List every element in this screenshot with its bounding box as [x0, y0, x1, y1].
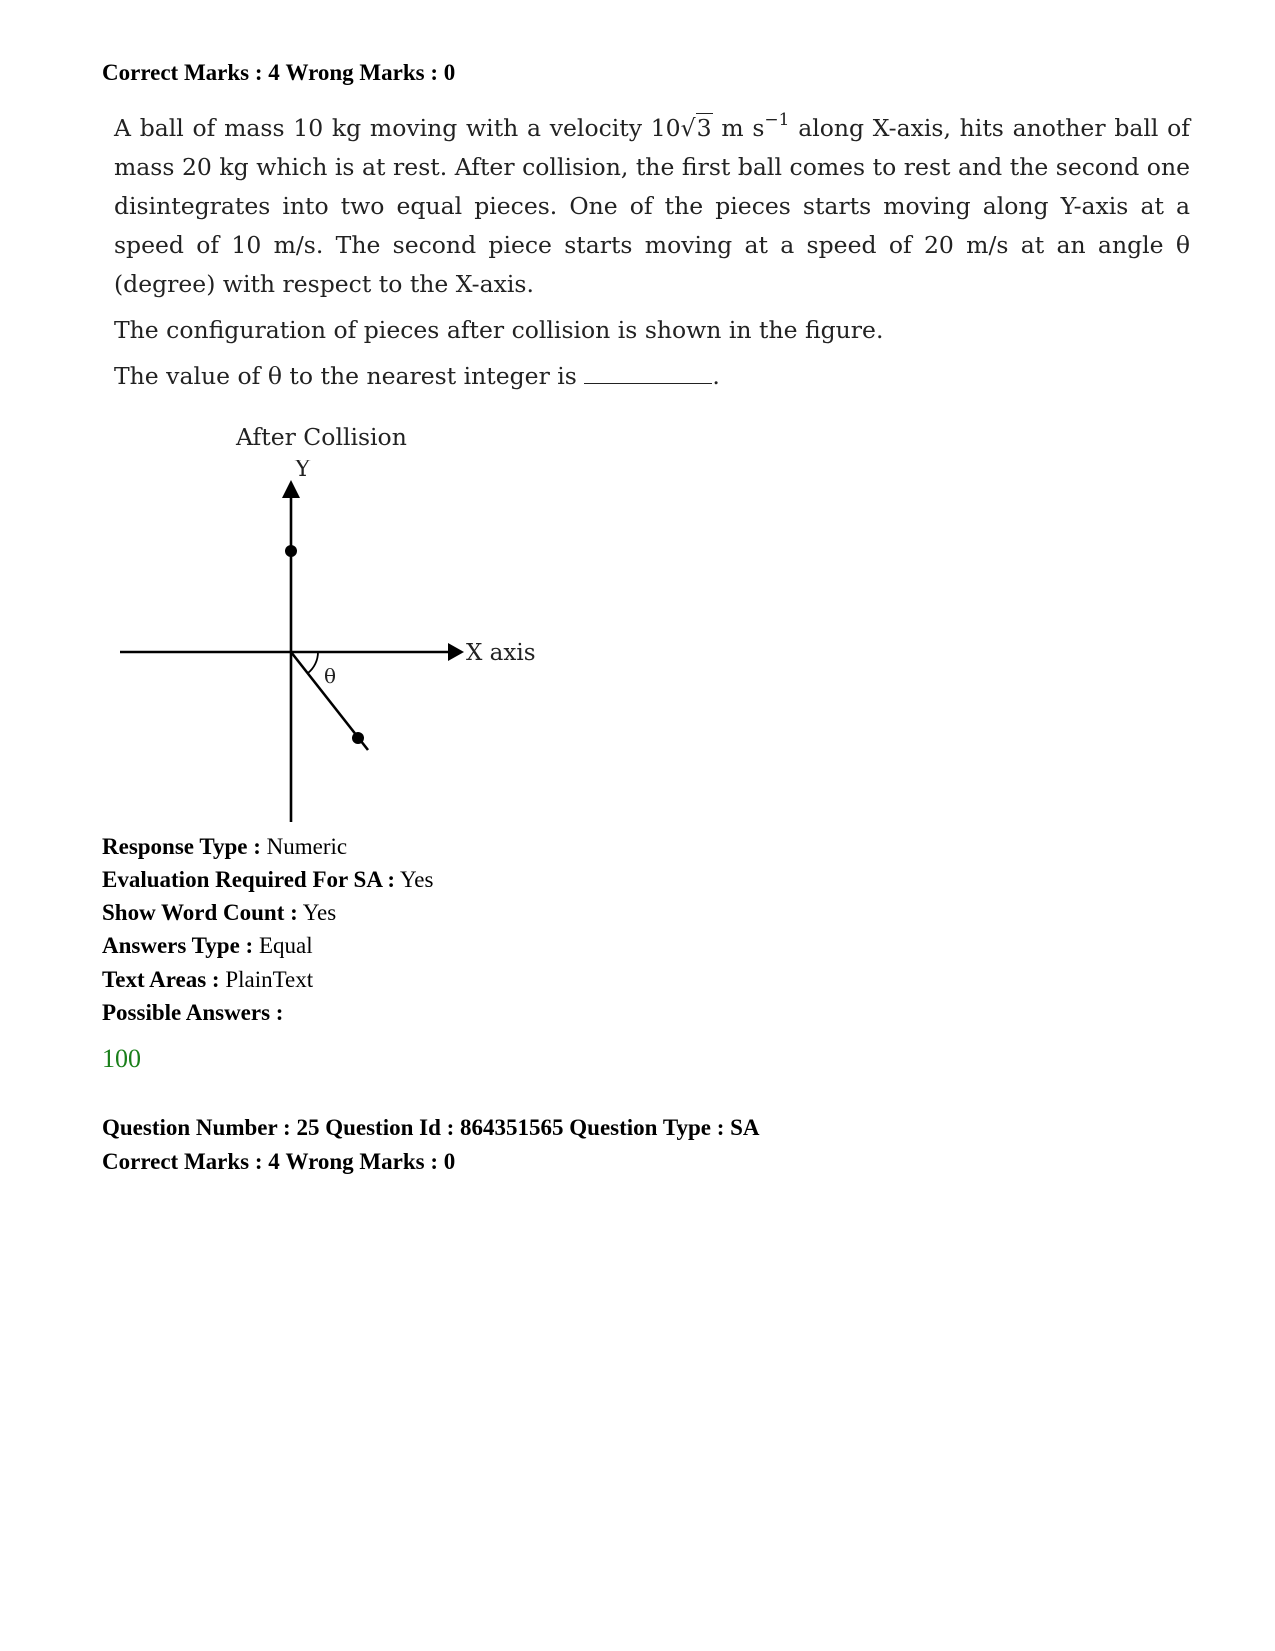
velocity-expression [650, 110, 790, 142]
question-text-part-a: A ball of mass 10 kg moving with a velocity [114, 114, 651, 142]
velocity-exponent: −1 [764, 110, 790, 130]
response-type-line [102, 833, 347, 861]
text-areas-label: Text Areas : [102, 967, 220, 992]
evaluation-line [102, 866, 433, 894]
next-correct-marks-value: 4 [268, 1149, 280, 1174]
next-wrong-marks-label: Wrong Marks : [285, 1149, 439, 1174]
question-text [114, 101, 1190, 396]
question-prompt: The value of θ to the nearest integer is [114, 362, 585, 390]
wrong-marks-value: 0 [443, 60, 456, 85]
angle-arc [308, 652, 318, 673]
next-wrong-marks-value: 0 [443, 1149, 456, 1174]
next-marks-line [102, 1148, 455, 1176]
answers-type-line [102, 932, 313, 960]
text-areas-value: PlainText [225, 967, 314, 992]
possible-answers-line [102, 999, 283, 1027]
x-axis-label: X axis [466, 640, 536, 666]
next-correct-marks-label: Correct Marks : [102, 1149, 263, 1174]
question-id-value: 864351565 [460, 1115, 564, 1140]
y-axis-label: Y [295, 460, 311, 482]
collision-figure [100, 460, 560, 830]
question-type-value: SA [730, 1115, 760, 1140]
velocity-coefficient: 10 [650, 114, 681, 142]
square-root [681, 109, 713, 148]
answers-type-value: Equal [258, 933, 313, 958]
x-axis-arrow-icon [448, 643, 464, 661]
y-axis-arrow-icon [282, 480, 300, 498]
correct-marks-value: 4 [268, 60, 280, 85]
question-paragraph-3 [114, 357, 1190, 396]
question-number-label: Question Number : [102, 1115, 291, 1140]
theta-label: θ [324, 664, 337, 688]
piece-y-dot [285, 545, 297, 557]
question-id-label: Question Id : [325, 1115, 455, 1140]
answer-blank [584, 365, 712, 384]
figure-title: After Collision [236, 423, 407, 451]
question-type-label: Question Type : [569, 1115, 725, 1140]
answers-type-label: Answers Type : [102, 933, 254, 958]
question-text-part-b: along X-axis, hits another ball of mass 20 kg which is at rest. After collision, the first ball comes to rest and the second one disintegrates into two equal pieces. One of the pieces starts moving along Y-axis at a speed of 10 m/s. The second piece starts moving at a speed of 20 m/s at an angle θ (degree) with respect to the X-axis. [114, 114, 1190, 298]
response-type-value: Numeric [266, 834, 348, 859]
evaluation-value: Yes [400, 867, 434, 892]
question-prompt-end: . [712, 362, 720, 390]
question-paragraph-1 [114, 101, 1190, 304]
next-question-header [102, 1114, 760, 1142]
text-areas-line [102, 966, 313, 994]
response-type-label: Response Type : [102, 834, 261, 859]
radical-sign: √ [680, 114, 696, 142]
correct-marks-label: Correct Marks : [102, 60, 263, 85]
word-count-line [102, 899, 336, 927]
evaluation-label: Evaluation Required For SA : [102, 867, 396, 892]
marks-line [102, 59, 455, 87]
word-count-value: Yes [302, 900, 337, 925]
question-paragraph-2: The configuration of pieces after collision is shown in the figure. [114, 316, 884, 344]
word-count-label: Show Word Count : [102, 900, 298, 925]
wrong-marks-label: Wrong Marks : [285, 60, 439, 85]
possible-answer-value: 100 [102, 1044, 141, 1073]
radicand: 3 [696, 114, 712, 142]
piece-angle-dot [352, 732, 364, 744]
question-number-value: 25 [296, 1115, 320, 1140]
possible-answers-label: Possible Answers : [102, 1000, 284, 1025]
velocity-unit: m s [712, 114, 765, 142]
